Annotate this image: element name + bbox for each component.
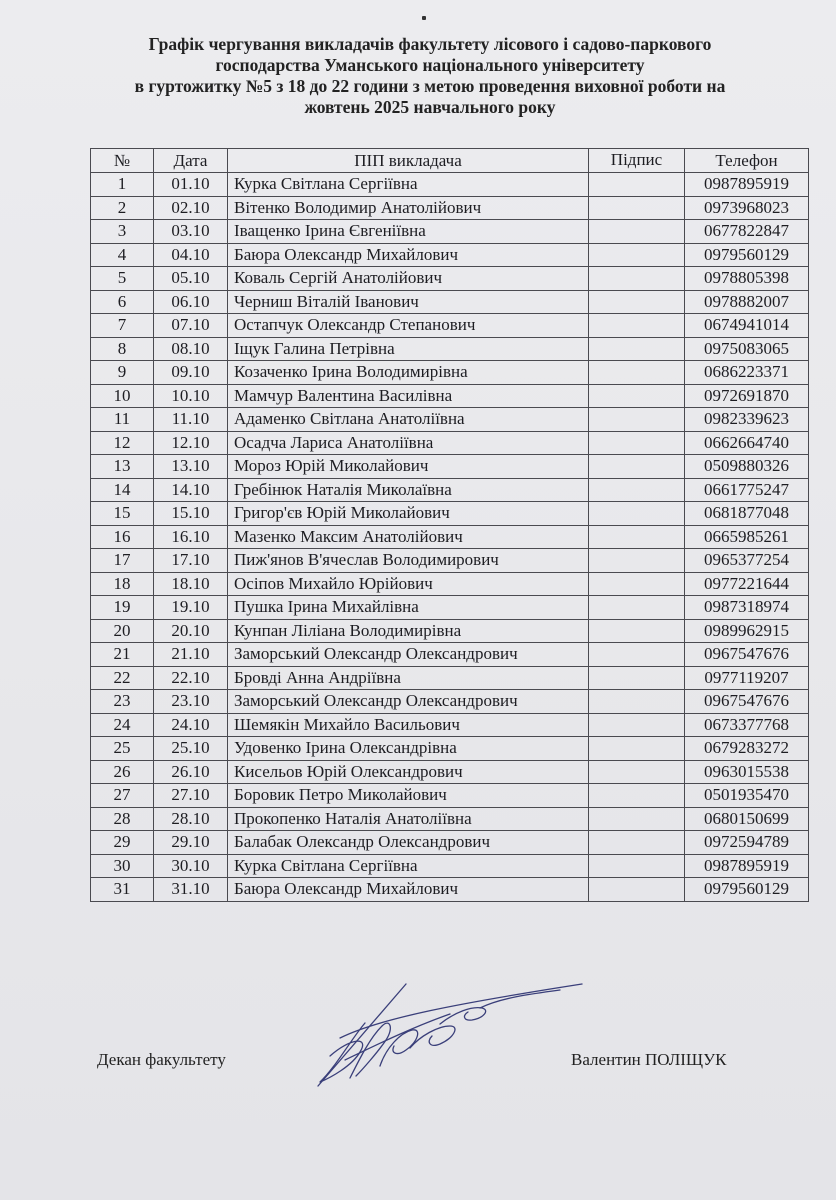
cell-number: 3 — [91, 220, 154, 244]
cell-signature — [589, 408, 685, 432]
table-row — [91, 878, 809, 902]
table-row — [91, 831, 809, 855]
cell-date: 20.10 — [154, 619, 228, 643]
cell-teacher-name: Адаменко Світлана Анатоліївна — [228, 408, 589, 432]
cell-number: 23 — [91, 690, 154, 714]
cell-phone: 0509880326 — [685, 455, 809, 479]
cell-phone: 0661775247 — [685, 478, 809, 502]
cell-number: 5 — [91, 267, 154, 291]
title-line-3: в гуртожитку №5 з 18 до 22 години з метою проведення виховної роботи на — [134, 76, 726, 96]
cell-number: 14 — [91, 478, 154, 502]
cell-teacher-name: Шемякін Михайло Васильович — [228, 713, 589, 737]
cell-number: 4 — [91, 243, 154, 267]
cell-phone: 0979560129 — [685, 878, 809, 902]
cell-number: 10 — [91, 384, 154, 408]
cell-phone: 0987318974 — [685, 596, 809, 620]
handwritten-signature — [290, 978, 600, 1088]
cell-phone: 0982339623 — [685, 408, 809, 432]
table-row — [91, 220, 809, 244]
cell-teacher-name: Осадча Лариса Анатоліївна — [228, 431, 589, 455]
cell-signature — [589, 737, 685, 761]
cell-number: 26 — [91, 760, 154, 784]
title-line-1: Графік чергування викладачів факультету лісового і садово-паркового — [148, 34, 712, 54]
cell-date: 26.10 — [154, 760, 228, 784]
cell-signature — [589, 643, 685, 667]
cell-number: 22 — [91, 666, 154, 690]
cell-teacher-name: Черниш Віталій Іванович — [228, 290, 589, 314]
cell-teacher-name: Вітенко Володимир Анатолійович — [228, 196, 589, 220]
cell-phone: 0501935470 — [685, 784, 809, 808]
cell-date: 03.10 — [154, 220, 228, 244]
cell-phone: 0989962915 — [685, 619, 809, 643]
table-row — [91, 431, 809, 455]
cell-signature — [589, 572, 685, 596]
table-row — [91, 314, 809, 338]
cell-date: 19.10 — [154, 596, 228, 620]
cell-phone: 0967547676 — [685, 643, 809, 667]
cell-signature — [589, 713, 685, 737]
cell-phone: 0677822847 — [685, 220, 809, 244]
cell-number: 31 — [91, 878, 154, 902]
cell-date: 17.10 — [154, 549, 228, 573]
table-row — [91, 643, 809, 667]
table-body — [91, 173, 809, 902]
table-row — [91, 737, 809, 761]
cell-number: 18 — [91, 572, 154, 596]
cell-number: 12 — [91, 431, 154, 455]
table-row — [91, 173, 809, 197]
cell-signature — [589, 878, 685, 902]
cell-teacher-name: Балабак Олександр Олександрович — [228, 831, 589, 855]
cell-signature — [589, 525, 685, 549]
cell-date: 12.10 — [154, 431, 228, 455]
cell-number: 25 — [91, 737, 154, 761]
cell-teacher-name: Заморський Олександр Олександрович — [228, 643, 589, 667]
cell-date: 21.10 — [154, 643, 228, 667]
cell-teacher-name: Пушка Ірина Михайлівна — [228, 596, 589, 620]
cell-teacher-name: Заморський Олександр Олександрович — [228, 690, 589, 714]
table-row — [91, 455, 809, 479]
cell-teacher-name: Мазенко Максим Анатолійович — [228, 525, 589, 549]
cell-signature — [589, 690, 685, 714]
cell-teacher-name: Кисельов Юрій Олександрович — [228, 760, 589, 784]
cell-phone: 0679283272 — [685, 737, 809, 761]
table-row — [91, 361, 809, 385]
staple-mark — [422, 16, 426, 20]
cell-teacher-name: Мороз Юрій Миколайович — [228, 455, 589, 479]
cell-number: 17 — [91, 549, 154, 573]
cell-number: 28 — [91, 807, 154, 831]
cell-date: 28.10 — [154, 807, 228, 831]
cell-date: 18.10 — [154, 572, 228, 596]
cell-date: 22.10 — [154, 666, 228, 690]
cell-date: 11.10 — [154, 408, 228, 432]
cell-teacher-name: Курка Світлана Сергіївна — [228, 173, 589, 197]
cell-signature — [589, 807, 685, 831]
cell-date: 04.10 — [154, 243, 228, 267]
cell-signature — [589, 361, 685, 385]
table-row — [91, 408, 809, 432]
cell-phone: 0987895919 — [685, 854, 809, 878]
title-line-4: жовтень 2025 навчального року — [304, 97, 556, 117]
cell-number: 2 — [91, 196, 154, 220]
cell-phone: 0686223371 — [685, 361, 809, 385]
cell-number: 13 — [91, 455, 154, 479]
cell-signature — [589, 267, 685, 291]
duty-schedule-table — [90, 148, 809, 902]
cell-signature — [589, 243, 685, 267]
cell-teacher-name: Осіпов Михайло Юрійович — [228, 572, 589, 596]
cell-signature — [589, 502, 685, 526]
cell-number: 1 — [91, 173, 154, 197]
cell-teacher-name: Бровді Анна Андріївна — [228, 666, 589, 690]
cell-signature — [589, 478, 685, 502]
cell-date: 29.10 — [154, 831, 228, 855]
cell-date: 15.10 — [154, 502, 228, 526]
cell-teacher-name: Курка Світлана Сергіївна — [228, 854, 589, 878]
table-header-row — [91, 149, 809, 173]
cell-signature — [589, 831, 685, 855]
table-row — [91, 290, 809, 314]
cell-phone: 0680150699 — [685, 807, 809, 831]
header-phone: Телефон — [685, 149, 809, 173]
cell-number: 21 — [91, 643, 154, 667]
cell-teacher-name: Удовенко Ірина Олександрівна — [228, 737, 589, 761]
cell-number: 29 — [91, 831, 154, 855]
cell-phone: 0967547676 — [685, 690, 809, 714]
cell-number: 7 — [91, 314, 154, 338]
cell-number: 6 — [91, 290, 154, 314]
table-row — [91, 596, 809, 620]
table-row — [91, 337, 809, 361]
dean-name: Валентин ПОЛІЩУК — [571, 1050, 727, 1069]
cell-date: 01.10 — [154, 173, 228, 197]
cell-date: 13.10 — [154, 455, 228, 479]
cell-date: 16.10 — [154, 525, 228, 549]
cell-signature — [589, 431, 685, 455]
cell-date: 10.10 — [154, 384, 228, 408]
table-row — [91, 549, 809, 573]
cell-teacher-name: Прокопенко Наталія Анатоліївна — [228, 807, 589, 831]
cell-signature — [589, 619, 685, 643]
cell-date: 14.10 — [154, 478, 228, 502]
cell-signature — [589, 666, 685, 690]
table-row — [91, 619, 809, 643]
cell-number: 15 — [91, 502, 154, 526]
table-row — [91, 267, 809, 291]
cell-date: 31.10 — [154, 878, 228, 902]
cell-date: 27.10 — [154, 784, 228, 808]
cell-teacher-name: Остапчук Олександр Степанович — [228, 314, 589, 338]
cell-phone: 0987895919 — [685, 173, 809, 197]
cell-number: 11 — [91, 408, 154, 432]
cell-signature — [589, 290, 685, 314]
cell-signature — [589, 854, 685, 878]
cell-date: 25.10 — [154, 737, 228, 761]
cell-signature — [589, 220, 685, 244]
table-row — [91, 690, 809, 714]
cell-date: 23.10 — [154, 690, 228, 714]
table-row — [91, 713, 809, 737]
cell-teacher-name: Баюра Олександр Михайлович — [228, 243, 589, 267]
cell-teacher-name: Боровик Петро Миколайович — [228, 784, 589, 808]
table-row — [91, 572, 809, 596]
cell-date: 24.10 — [154, 713, 228, 737]
cell-phone: 0977119207 — [685, 666, 809, 690]
cell-phone: 0978882007 — [685, 290, 809, 314]
cell-teacher-name: Іщук Галина Петрівна — [228, 337, 589, 361]
cell-teacher-name: Коваль Сергій Анатолійович — [228, 267, 589, 291]
header-date: Дата — [154, 149, 228, 173]
cell-phone: 0673377768 — [685, 713, 809, 737]
cell-number: 30 — [91, 854, 154, 878]
cell-phone: 0965377254 — [685, 549, 809, 573]
cell-number: 16 — [91, 525, 154, 549]
table-row — [91, 760, 809, 784]
cell-teacher-name: Баюра Олександр Михайлович — [228, 878, 589, 902]
cell-signature — [589, 784, 685, 808]
cell-phone: 0963015538 — [685, 760, 809, 784]
cell-phone: 0973968023 — [685, 196, 809, 220]
cell-teacher-name: Козаченко Ірина Володимирівна — [228, 361, 589, 385]
dean-position-label: Декан факультету — [97, 1050, 226, 1069]
cell-number: 8 — [91, 337, 154, 361]
cell-date: 06.10 — [154, 290, 228, 314]
cell-signature — [589, 596, 685, 620]
cell-signature — [589, 173, 685, 197]
cell-phone: 0975083065 — [685, 337, 809, 361]
cell-phone: 0674941014 — [685, 314, 809, 338]
document-title — [80, 34, 780, 118]
table-row — [91, 502, 809, 526]
table-row — [91, 854, 809, 878]
cell-signature — [589, 196, 685, 220]
cell-teacher-name: Гребінюк Наталія Миколаївна — [228, 478, 589, 502]
cell-number: 9 — [91, 361, 154, 385]
header-number: № — [91, 149, 154, 173]
cell-date: 08.10 — [154, 337, 228, 361]
table-row — [91, 478, 809, 502]
cell-phone: 0977221644 — [685, 572, 809, 596]
cell-signature — [589, 760, 685, 784]
cell-signature — [589, 549, 685, 573]
cell-signature — [589, 337, 685, 361]
cell-phone: 0978805398 — [685, 267, 809, 291]
cell-number: 20 — [91, 619, 154, 643]
cell-date: 07.10 — [154, 314, 228, 338]
table-row — [91, 196, 809, 220]
table-row — [91, 525, 809, 549]
cell-teacher-name: Мамчур Валентина Василівна — [228, 384, 589, 408]
table-row — [91, 243, 809, 267]
cell-phone: 0972691870 — [685, 384, 809, 408]
header-name: ПІП викладача — [228, 149, 589, 173]
table-row — [91, 384, 809, 408]
cell-teacher-name: Григор'єв Юрій Миколайович — [228, 502, 589, 526]
cell-teacher-name: Іващенко Ірина Євгеніївна — [228, 220, 589, 244]
cell-signature — [589, 455, 685, 479]
cell-phone: 0665985261 — [685, 525, 809, 549]
table-row — [91, 784, 809, 808]
cell-teacher-name: Пиж'янов В'ячеслав Володимирович — [228, 549, 589, 573]
cell-number: 19 — [91, 596, 154, 620]
cell-number: 24 — [91, 713, 154, 737]
cell-teacher-name: Кунпан Ліліана Володимирівна — [228, 619, 589, 643]
cell-date: 09.10 — [154, 361, 228, 385]
header-signature: Підпис — [589, 149, 685, 173]
table-row — [91, 807, 809, 831]
cell-signature — [589, 314, 685, 338]
cell-phone: 0662664740 — [685, 431, 809, 455]
cell-number: 27 — [91, 784, 154, 808]
cell-date: 02.10 — [154, 196, 228, 220]
cell-date: 05.10 — [154, 267, 228, 291]
cell-date: 30.10 — [154, 854, 228, 878]
cell-phone: 0972594789 — [685, 831, 809, 855]
cell-phone: 0681877048 — [685, 502, 809, 526]
cell-phone: 0979560129 — [685, 243, 809, 267]
table-row — [91, 666, 809, 690]
title-line-2: господарства Уманського національного університету — [215, 55, 645, 75]
cell-signature — [589, 384, 685, 408]
